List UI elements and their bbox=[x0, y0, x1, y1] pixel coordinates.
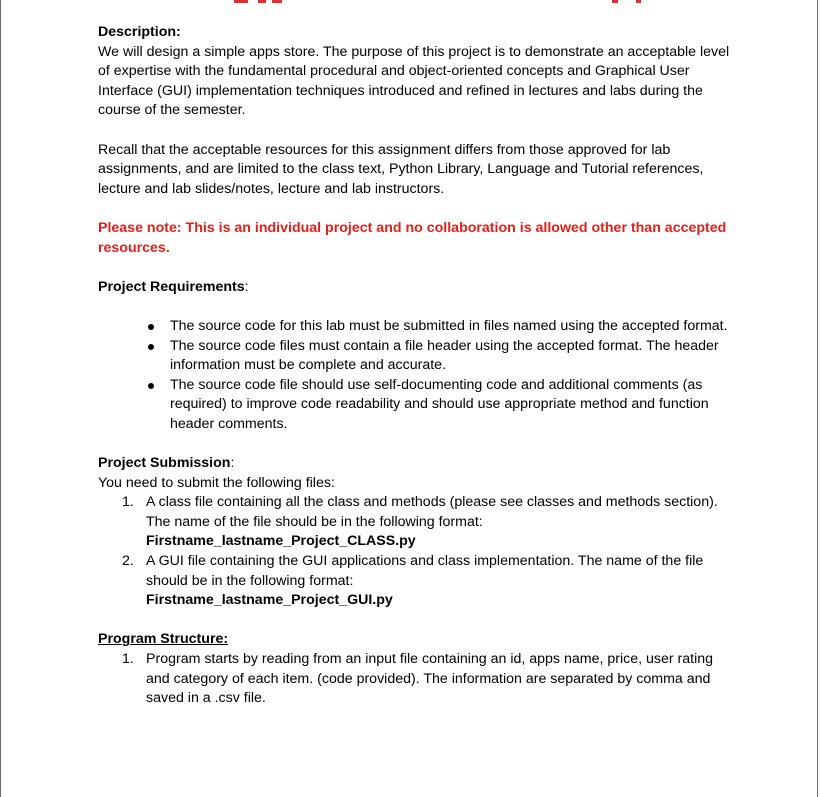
recall-paragraph: Recall that the acceptable resources for this assignment differs from those approved for lab assignments, and are limited to the class text, Python Library, Language and Tutorial references, lecture and lab slides/notes, lecture and lab instructors. bbox=[98, 141, 704, 197]
submission-item-text: A class file containing all the class and methods (please see classes and methods section). The name of the file should be in the following format: bbox=[146, 494, 718, 530]
structure-item-number: 1. bbox=[122, 651, 134, 667]
submission-heading: Project Submission bbox=[98, 455, 231, 472]
submission-item-number: 2. bbox=[122, 553, 134, 570]
document-page bbox=[98, 23, 738, 709]
submission-item bbox=[98, 493, 738, 552]
individual-project-note: Please note: This is an individual project and no collaboration is allowed other than accepted resources. bbox=[98, 219, 727, 256]
description-section bbox=[98, 23, 738, 121]
top-cutoff-strip bbox=[0, 0, 820, 3]
requirements-list bbox=[98, 317, 738, 435]
requirement-item: The source code for this lab must be submitted in files named using the accepted format. bbox=[98, 317, 738, 337]
submission-item bbox=[98, 552, 738, 611]
structure-heading: Program Structure: bbox=[98, 631, 229, 648]
requirements-heading: Project Requirements bbox=[98, 278, 245, 295]
requirements-heading-colon: : bbox=[244, 278, 249, 295]
description-body: We will design a simple apps store. The purpose of this project is to demonstrate an acceptable level of expertise with the fundamental procedural and object-oriented concepts and Graphical User Interface (GUI) implementation techniques introduced and refined in lectures and labs during the course of the semester. bbox=[98, 43, 730, 119]
submission-intro: You need to submit the following files: bbox=[98, 474, 335, 491]
gui-filename: Firstname_lastname_Project_GUI.py bbox=[146, 592, 393, 609]
structure-section bbox=[98, 630, 738, 708]
submission-section bbox=[98, 454, 738, 611]
description-heading: Description: bbox=[98, 24, 181, 40]
structure-item bbox=[98, 650, 738, 709]
submission-item-text: A GUI file containing the GUI applications and class implementation. The name of the file should be in the following format: bbox=[146, 553, 704, 589]
structure-item-text: Program starts by reading from an input file containing an id, apps name, price, user rating and category of each item. (code provided). The information are separated by comma and saved in a .csv file. bbox=[146, 651, 714, 707]
submission-item-number: 1. bbox=[122, 494, 134, 511]
class-filename: Firstname_lastname_Project_CLASS.py bbox=[146, 533, 416, 550]
submission-heading-colon: : bbox=[230, 455, 235, 472]
submission-list bbox=[98, 493, 738, 611]
requirements-section bbox=[98, 278, 738, 435]
requirement-item: The source code file should use self-documenting code and additional comments (as required) to improve code readability and should use appropriate method and function header comments. bbox=[98, 376, 738, 435]
requirement-item: The source code files must contain a file header using the accepted format. The header information must be complete and accurate. bbox=[98, 337, 738, 376]
structure-list bbox=[98, 650, 738, 709]
